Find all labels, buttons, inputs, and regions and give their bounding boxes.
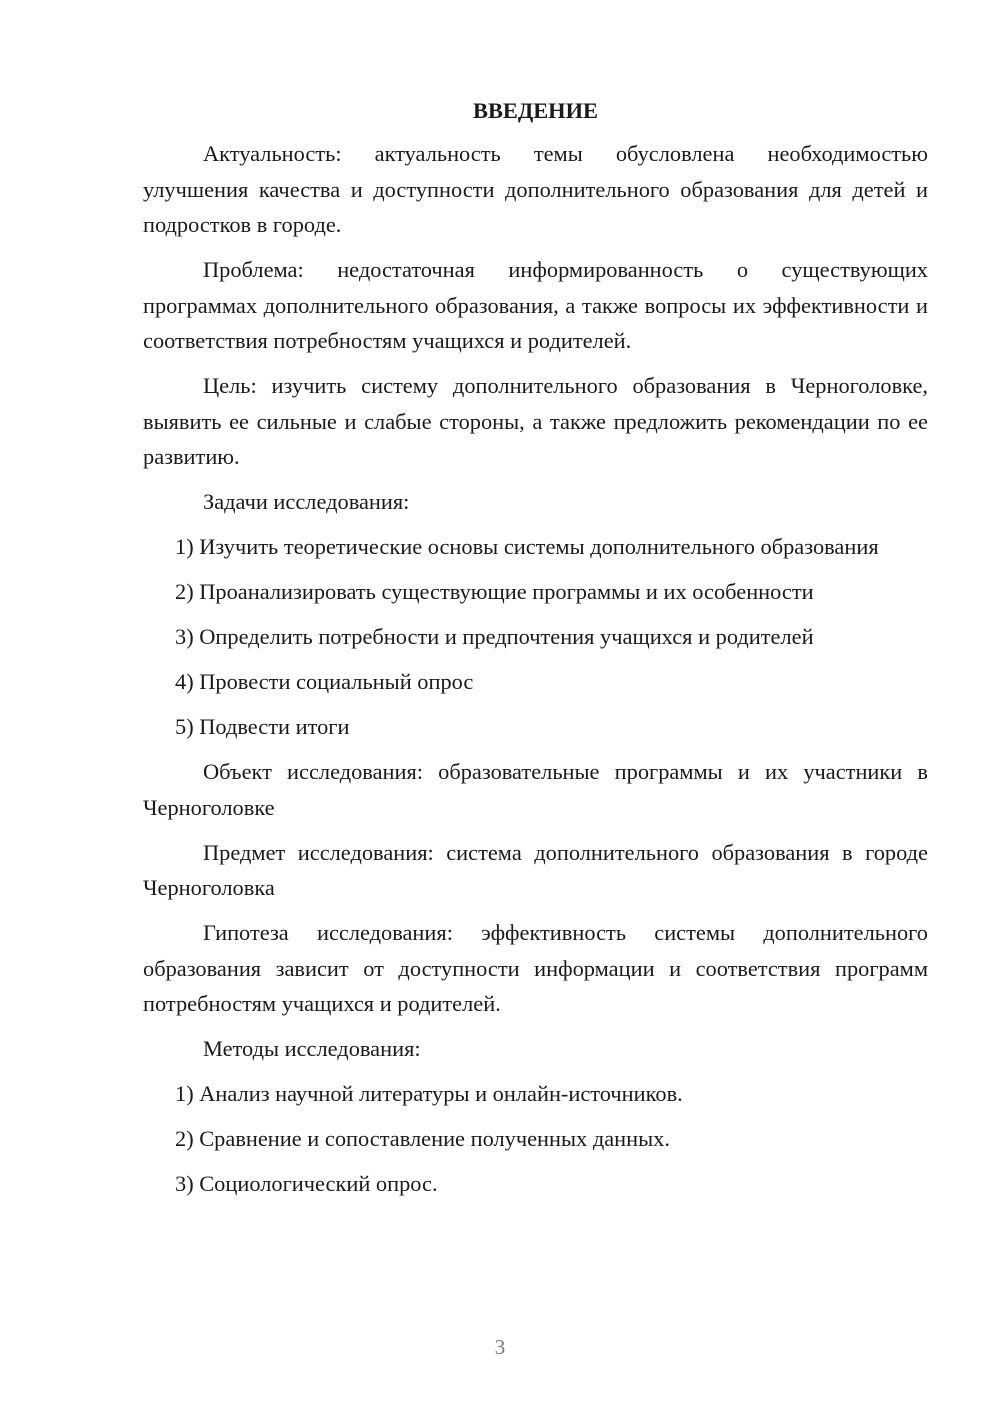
subject-paragraph: Предмет исследования: система дополнительного образования в городе Черноголовка	[143, 839, 928, 900]
problem-paragraph: Проблема: недостаточная информированность о существующих программах дополнительного образования, а также вопросы их эффективности и соответствия потребностям учащихся и родителей.	[143, 257, 928, 353]
method-item: 2) Сравнение и сопоставление полученных данных.	[175, 1126, 670, 1151]
task-item: 2) Проанализировать существующие программы и их особенности	[175, 579, 814, 604]
tasks-heading: Задачи исследования:	[203, 489, 410, 514]
goal-paragraph: Цель: изучить систему дополнительного образования в Черноголовке, выявить ее сильные и слабые стороны, а также предложить рекомендации по ее развитию.	[143, 373, 928, 469]
methods-heading: Методы исследования:	[203, 1036, 421, 1061]
hypothesis-paragraph: Гипотеза исследования: эффективность системы дополнительного образования зависит от доступности информации и соответствия программ потребностям учащихся и родителей.	[143, 920, 928, 1016]
task-item: 5) Подвести итоги	[175, 714, 350, 739]
object-paragraph: Объект исследования: образовательные программы и их участники в Черноголовке	[143, 759, 928, 820]
task-item: 4) Провести социальный опрос	[175, 669, 474, 694]
task-item: 3) Определить потребности и предпочтения учащихся и родителей	[175, 624, 814, 649]
method-item: 3) Социологический опрос.	[175, 1171, 438, 1196]
page-number: 3	[494, 1335, 506, 1359]
task-item: 1) Изучить теоретические основы системы дополнительного образования	[175, 534, 879, 559]
page-content	[143, 93, 928, 1211]
method-item: 1) Анализ научной литературы и онлайн-источников.	[175, 1081, 683, 1106]
section-title: ВВЕДЕНИЕ	[473, 98, 598, 123]
relevance-paragraph: Актуальность: актуальность темы обусловлена необходимостью улучшения качества и доступности дополнительного образования для детей и подростков в городе.	[143, 141, 928, 237]
